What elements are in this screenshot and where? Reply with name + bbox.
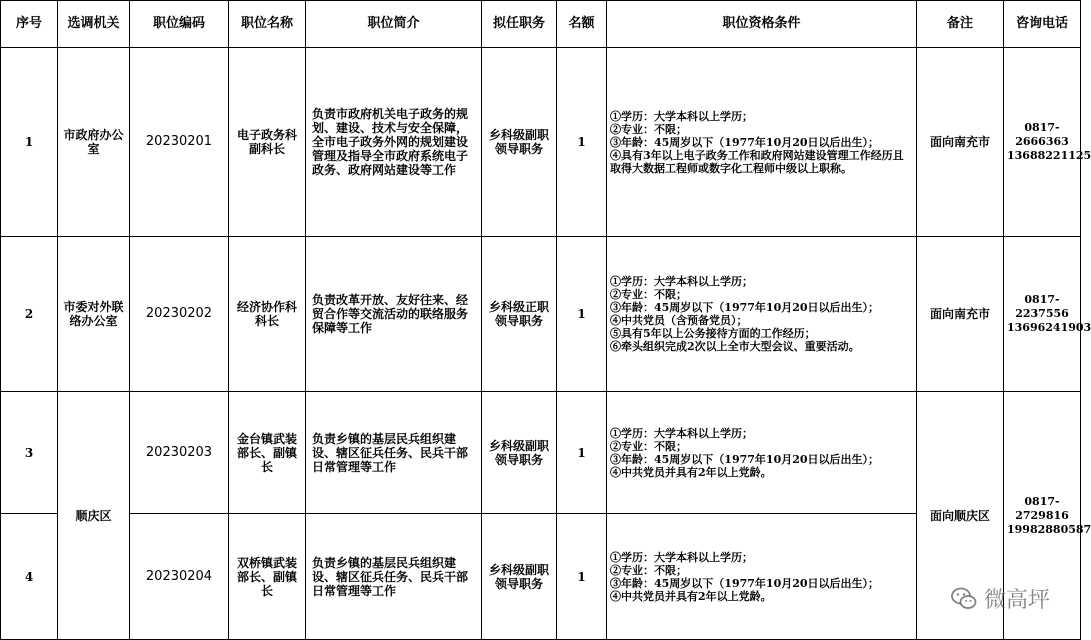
qual-line: ③年龄：45周岁以下（1977年10月20日以后出生）； bbox=[610, 452, 880, 466]
title-cell: 电子政务科副科长 bbox=[229, 48, 306, 237]
watermark bbox=[950, 583, 1050, 614]
code-cell: 20230202 bbox=[130, 237, 229, 392]
header-seq: 序号 bbox=[1, 1, 58, 48]
table-row bbox=[1, 392, 1081, 514]
header-tel: 咨询电话 bbox=[1004, 1, 1081, 48]
qual-line: ④中共党员并具有2年以上党龄。 bbox=[610, 589, 772, 603]
qual-line: ②专业：不限； bbox=[610, 122, 687, 136]
tel-cell bbox=[1004, 237, 1091, 392]
desc-cell: 负责改革开放、友好往来、经贸合作等交流活动的联络服务保障等工作 bbox=[306, 237, 482, 392]
seq-cell: 1 bbox=[1, 48, 58, 237]
table-row bbox=[1, 48, 1081, 237]
seq-cell: 3 bbox=[1, 392, 58, 514]
tel-number: 2237556 bbox=[1015, 307, 1069, 320]
duty-cell: 乡科级正职领导职务 bbox=[482, 237, 557, 392]
tel-mobile: 13688221125 bbox=[1007, 149, 1091, 162]
header-code: 职位编码 bbox=[130, 1, 229, 48]
header-row bbox=[1, 1, 1081, 48]
qual-line: ①学历：大学本科以上学历； bbox=[610, 550, 753, 564]
seq-cell: 2 bbox=[1, 237, 58, 392]
org-cell: 市委对外联络办公室 bbox=[58, 237, 130, 392]
qual-line: ①学历：大学本科以上学历； bbox=[610, 109, 753, 123]
count-cell: 1 bbox=[557, 48, 607, 237]
qual-line: ③年龄：45周岁以下（1977年10月20日以后出生）； bbox=[610, 135, 880, 149]
tel-cell bbox=[1004, 48, 1091, 237]
note-cell: 面向顺庆区 bbox=[917, 392, 1004, 640]
org-cell: 顺庆区 bbox=[58, 392, 130, 640]
qual-line: ④具有3年以上电子政务工作和政府网站建设管理工作经历且取得大数据工程师或数字化工程师中级以上职称。 bbox=[610, 148, 904, 175]
title-cell: 金台镇武装部长、副镇长 bbox=[229, 392, 306, 514]
title-cell: 经济协作科科长 bbox=[229, 237, 306, 392]
watermark-text: 微高坪 bbox=[983, 588, 1050, 613]
code-cell: 20230203 bbox=[130, 392, 229, 514]
count-cell: 1 bbox=[557, 237, 607, 392]
header-title: 职位名称 bbox=[229, 1, 306, 48]
qual-line: ④中共党员并具有2年以上党龄。 bbox=[610, 465, 772, 479]
desc-cell: 负责乡镇的基层民兵组织建设、辖区征兵任务、民兵干部日常管理等工作 bbox=[306, 392, 482, 514]
qual-line: ③年龄：45周岁以下（1977年10月20日以后出生）； bbox=[610, 301, 880, 314]
header-desc: 职位简介 bbox=[306, 1, 482, 48]
qual-line: ⑤具有5年以上公务接待方面的工作经历； bbox=[610, 327, 816, 340]
desc-cell: 负责乡镇的基层民兵组织建设、辖区征兵任务、民兵干部日常管理等工作 bbox=[306, 514, 482, 640]
code-cell: 20230201 bbox=[130, 48, 229, 237]
seq-cell: 4 bbox=[1, 514, 58, 640]
duty-cell: 乡科级副职领导职务 bbox=[482, 392, 557, 514]
duty-cell: 乡科级副职领导职务 bbox=[482, 48, 557, 237]
count-cell: 1 bbox=[557, 392, 607, 514]
count-cell: 1 bbox=[557, 514, 607, 640]
tel-prefix: 0817- bbox=[1024, 293, 1060, 306]
tel-number: 2666363 bbox=[1015, 135, 1069, 148]
header-duty: 拟任职务 bbox=[482, 1, 557, 48]
qual-line: ④中共党员（含预备党员）； bbox=[610, 314, 748, 327]
duty-cell: 乡科级副职领导职务 bbox=[482, 514, 557, 640]
header-count: 名额 bbox=[557, 1, 607, 48]
wechat-icon bbox=[950, 585, 978, 613]
header-note: 备注 bbox=[917, 1, 1004, 48]
qual-line: ①学历：大学本科以上学历； bbox=[610, 426, 753, 440]
org-cell: 市政府办公室 bbox=[58, 48, 130, 237]
quals-cell bbox=[607, 48, 917, 237]
tel-mobile: 19982880587 bbox=[1007, 522, 1091, 536]
title-cell: 双桥镇武装部长、副镇长 bbox=[229, 514, 306, 640]
qual-line: ①学历：大学本科以上学历； bbox=[610, 275, 753, 288]
tel-number: 2729816 bbox=[1015, 508, 1069, 522]
quals-cell bbox=[607, 392, 917, 514]
qual-line: ②专业：不限； bbox=[610, 563, 687, 577]
desc-cell: 负责市政府机关电子政务的规划、建设、技术与安全保障，全市电子政务外网的规划建设管理及指导全市政府系统电子政务、政府网站建设等工作 bbox=[306, 48, 482, 237]
qual-line: ②专业：不限； bbox=[610, 288, 687, 301]
tel-mobile: 13696241903 bbox=[1007, 321, 1091, 334]
qual-line: ⑥牵头组织完成2次以上全市大型会议、重要活动。 bbox=[610, 340, 860, 353]
note-cell: 面向南充市 bbox=[917, 237, 1004, 392]
table-row bbox=[1, 237, 1081, 392]
qual-line: ③年龄：45周岁以下（1977年10月20日以后出生）； bbox=[610, 576, 880, 590]
code-cell: 20230204 bbox=[130, 514, 229, 640]
tel-prefix: 0817- bbox=[1024, 121, 1060, 134]
note-cell: 面向南充市 bbox=[917, 48, 1004, 237]
qual-line: ②专业：不限； bbox=[610, 439, 687, 453]
tel-prefix: 0817- bbox=[1024, 494, 1060, 508]
quals-cell bbox=[607, 237, 917, 392]
header-org: 选调机关 bbox=[58, 1, 130, 48]
header-quals: 职位资格条件 bbox=[607, 1, 917, 48]
quals-cell bbox=[607, 514, 917, 640]
